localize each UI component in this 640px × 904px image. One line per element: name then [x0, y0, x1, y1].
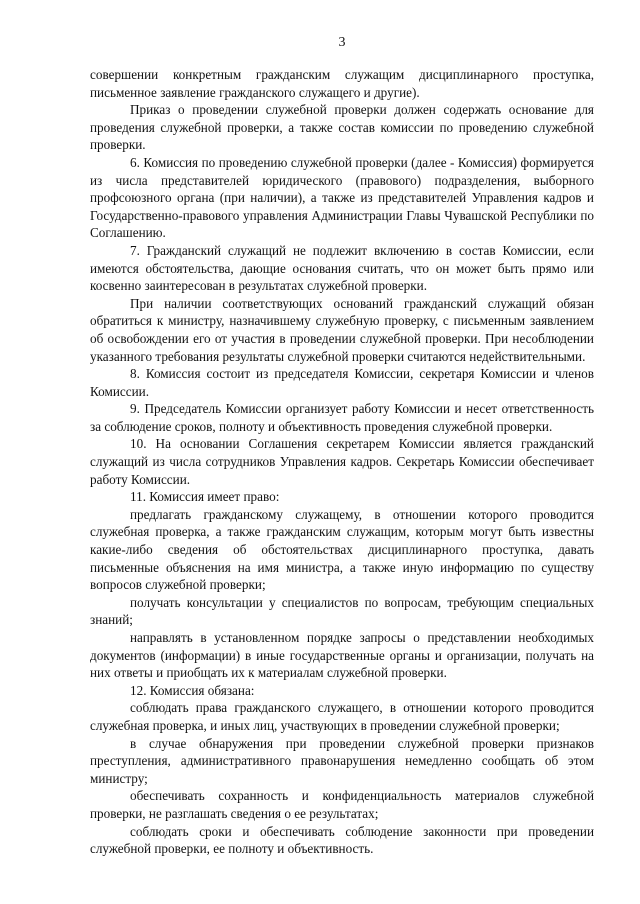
paragraph-6: 9. Председатель Комиссии организует работу Комиссии и несет ответственность за соблюдение сроков, полноту и объективность проведения служебной проверки.: [90, 401, 594, 434]
paragraph-9: предлагать гражданскому служащему, в отношении которого проводится служебная проверка, а также гражданским служащим, которым могут быть известны какие-либо сведения об обстоятельствах дисциплинарного проступка, давать письменные объяснения на имя министра, а также иную информацию по существу вопросов служебной проверки;: [90, 506, 594, 593]
paragraph-1: Приказ о проведении служебной проверки должен содержать основание для проведения служебной проверки, а также состав комиссии по проведению служебной проверки.: [90, 102, 594, 153]
paragraph-4: При наличии соответствующих оснований гражданский служащий обязан обратиться к министру, назначившему служебную проверку, с письменным заявлением об освобождении его от участия в проведении служебной проверки. При несоблюдении указанного требования результаты служебной проверки считаются недействительными.: [90, 295, 594, 364]
paragraph-3: 7. Гражданский служащий не подлежит включению в состав Комиссии, если имеются обстоятельства, дающие основания считать, что он может быть прямо или косвенно заинтересован в результатах служебной проверки.: [90, 242, 594, 294]
paragraph-10: получать консультации у специалистов по вопросам, требующим специальных знаний;: [90, 594, 594, 628]
page-number: 3: [338, 35, 346, 50]
paragraph-14: в случае обнаружения при проведении служебной проверки признаков преступления, административного правонарушения немедленно сообщать об этом министру;: [90, 735, 594, 786]
paragraph-2: 6. Комиссия по проведению служебной проверки (далее - Комиссия) формируется из числа представителей юридического (правового) подразделения, выборного профсоюзного органа (при наличии), а также из представителей Управления кадров и Государственно-правового управления Администрации Главы Чувашской Республики по Соглашению.: [90, 154, 594, 241]
paragraph-13: соблюдать права гражданского служащего, в отношении которого проводится служебная проверка, и иных лиц, участвующих в проведении служебной проверки;: [90, 700, 594, 733]
document-page: [90, 34, 594, 858]
paragraph-11: направлять в установленном порядке запросы о представлении необходимых документов (информации) в иные государственные органы и организации, получать на них ответы и приобщать их к материалам служебной проверки.: [90, 630, 594, 681]
paragraph-5: 8. Комиссия состоит из председателя Комиссии, секретаря Комиссии и членов Комиссии.: [90, 366, 594, 399]
paragraph-0: совершении конкретным гражданским служащим дисциплинарного проступка, письменное заявление гражданского служащего и другие).: [90, 67, 594, 100]
document-body: [90, 66, 594, 858]
paragraph-15: обеспечивать сохранность и конфиденциальность материалов служебной проверки, не разглашать сведения о ее результатах;: [90, 788, 594, 821]
paragraph-8: 11. Комиссия имеет право:: [130, 489, 280, 505]
paragraph-12: 12. Комиссия обязана:: [130, 682, 255, 698]
paragraph-16: соблюдать сроки и обеспечивать соблюдение законности при проведении служебной проверки, ее полноту и объективность.: [90, 823, 594, 857]
paragraph-7: 10. На основании Соглашения секретарем Комиссии является гражданский служащий из числа сотрудников Управления кадров. Секретарь Комиссии обеспечивает работу Комиссии.: [90, 436, 594, 487]
